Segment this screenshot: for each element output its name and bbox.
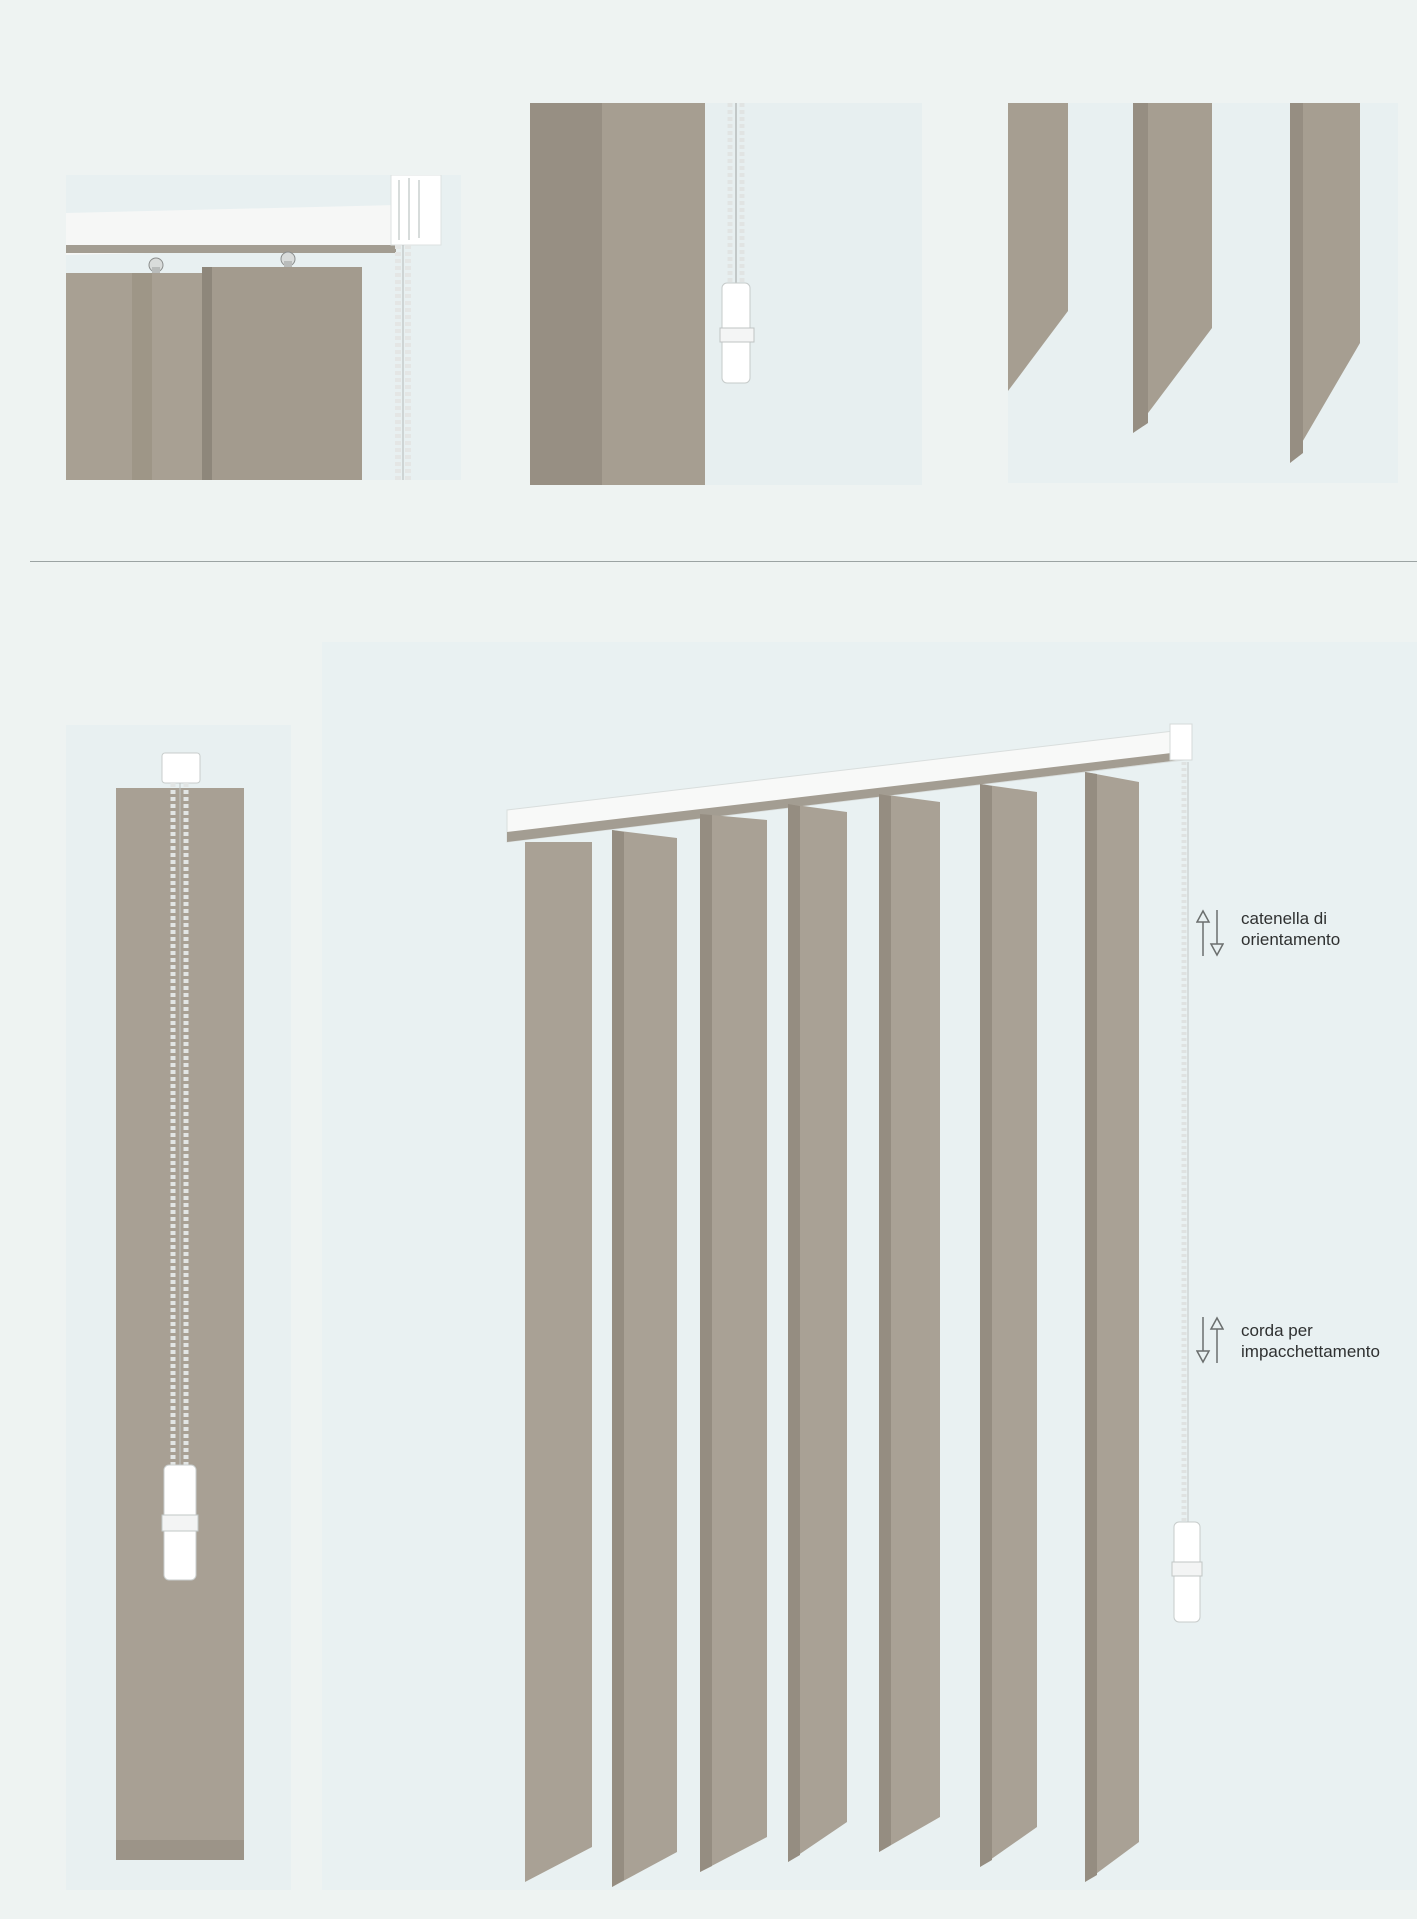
up-down-arrows-icon [1196,1315,1224,1365]
cord-label-line-2: impacchettamento [1241,1342,1380,1361]
photo-slat-bottoms [1008,103,1398,483]
photo-slat-cord-detail [530,103,922,485]
chain-label-line-1: catenella di [1241,909,1328,928]
photo-vertical-blind [322,642,1417,1890]
cord-label [1241,1320,1380,1362]
chain-label-line-2: orientamento [1241,930,1341,949]
up-down-arrows-icon [1196,908,1224,958]
chain-label [1241,908,1340,950]
photo-headrail-detail [66,175,461,480]
photo-closed-slat [66,725,291,1890]
cord-label-line-1: corda per [1241,1321,1313,1340]
section-divider [30,561,1417,562]
